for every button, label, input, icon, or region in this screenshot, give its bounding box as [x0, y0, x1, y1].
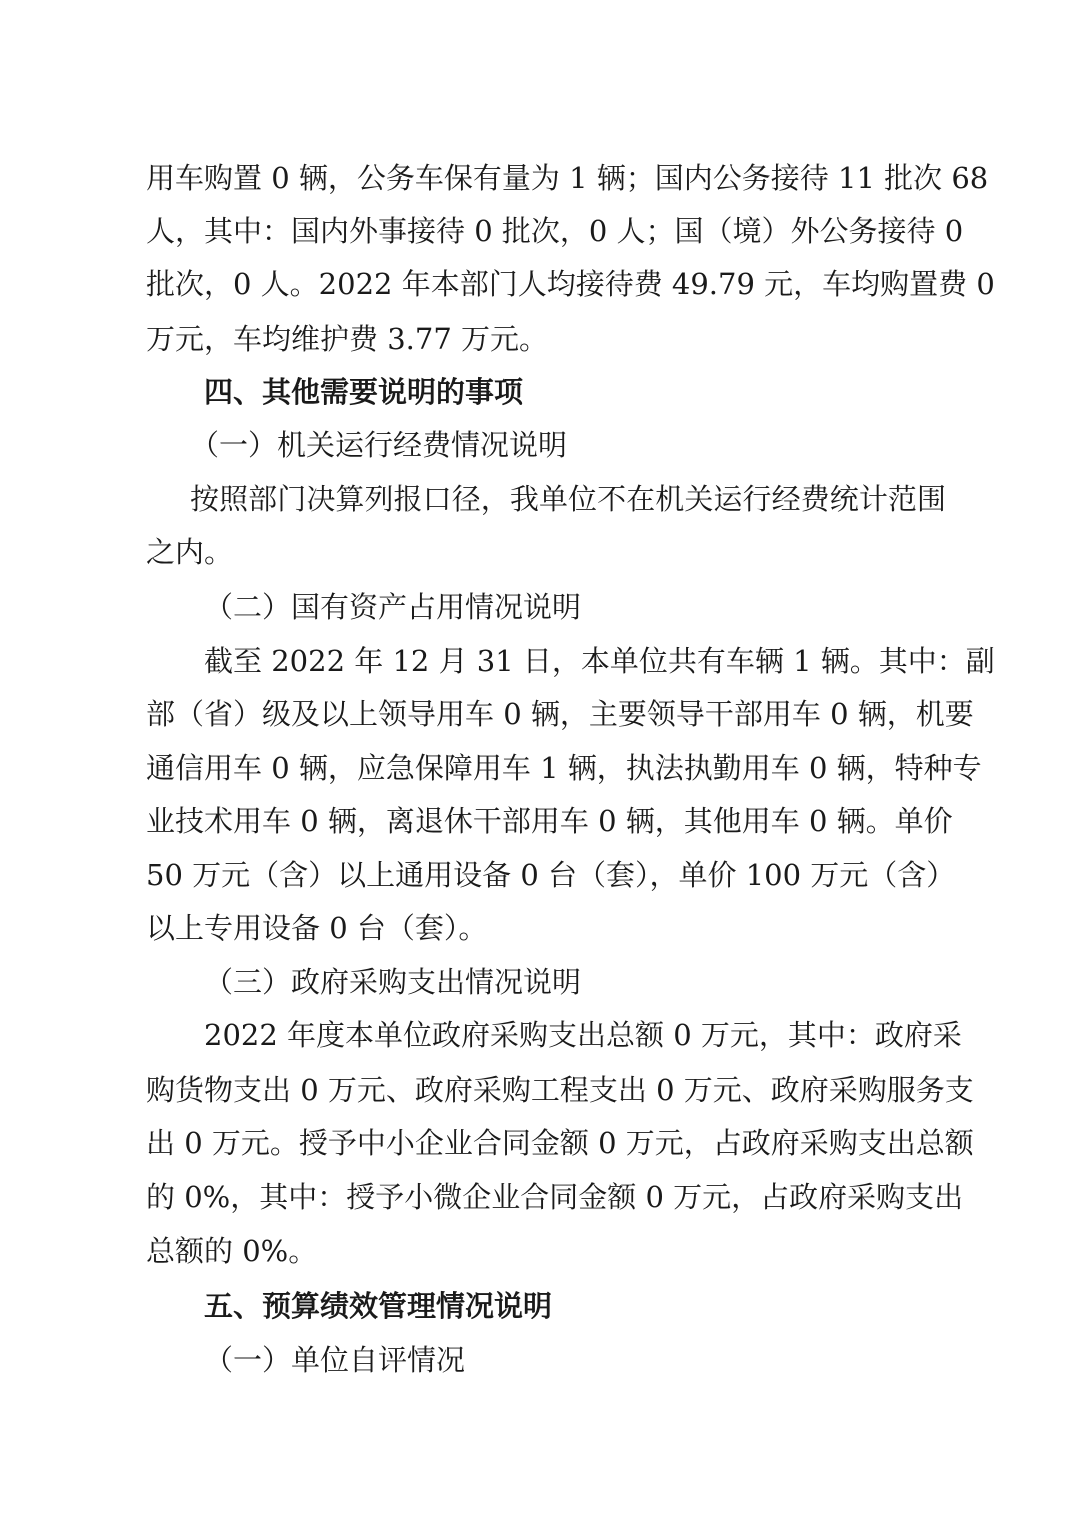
- section-heading: 四、其他需要说明的事项: [204, 375, 524, 409]
- subsection-heading: （一）机关运行经费情况说明: [190, 428, 568, 462]
- paragraph-line: 50 万元（含）以上通用设备 0 台（套），单价 100 万元（含）: [146, 858, 956, 892]
- paragraph-line: 2022 年度本单位政府采购支出总额 0 万元，其中：政府采: [204, 1018, 962, 1052]
- section-heading: 五、预算绩效管理情况说明: [204, 1289, 553, 1323]
- paragraph-line: 之内。: [146, 535, 234, 569]
- paragraph-line: 万元，车均维护费 3.77 万元。: [146, 322, 549, 356]
- subsection-heading: （一）单位自评情况: [204, 1343, 466, 1377]
- paragraph-line: 批次，0 人。2022 年本部门人均接待费 49.79 元，车均购置费 0: [146, 267, 995, 301]
- subsection-heading: （二）国有资产占用情况说明: [204, 590, 582, 624]
- paragraph-line: 通信用车 0 辆，应急保障用车 1 辆，执法执勤用车 0 辆，特种专: [146, 751, 982, 785]
- paragraph-line: 业技术用车 0 辆，离退休干部用车 0 辆，其他用车 0 辆。单价: [146, 804, 953, 838]
- paragraph-line: 总额的 0%。: [146, 1234, 318, 1268]
- paragraph-line: 截至 2022 年 12 月 31 日，本单位共有车辆 1 辆。其中：副: [204, 644, 995, 678]
- paragraph-line: 购货物支出 0 万元、政府采购工程支出 0 万元、政府采购服务支: [146, 1073, 974, 1107]
- paragraph-line: 以上专用设备 0 台（套）。: [146, 911, 488, 945]
- paragraph-line: 人，其中：国内外事接待 0 批次，0 人；国（境）外公务接待 0: [146, 214, 964, 248]
- paragraph-line: 的 0%，其中：授予小微企业合同金额 0 万元，占政府采购支出: [146, 1180, 964, 1214]
- paragraph-line: 部（省）级及以上领导用车 0 辆，主要领导干部用车 0 辆，机要: [146, 697, 974, 731]
- paragraph-line: 用车购置 0 辆，公务车保有量为 1 辆；国内公务接待 11 批次 68: [146, 161, 989, 195]
- paragraph-line: 按照部门决算列报口径，我单位不在机关运行经费统计范围: [190, 482, 946, 516]
- paragraph-line: 出 0 万元。授予中小企业合同金额 0 万元，占政府采购支出总额: [146, 1126, 974, 1160]
- subsection-heading: （三）政府采购支出情况说明: [204, 965, 582, 999]
